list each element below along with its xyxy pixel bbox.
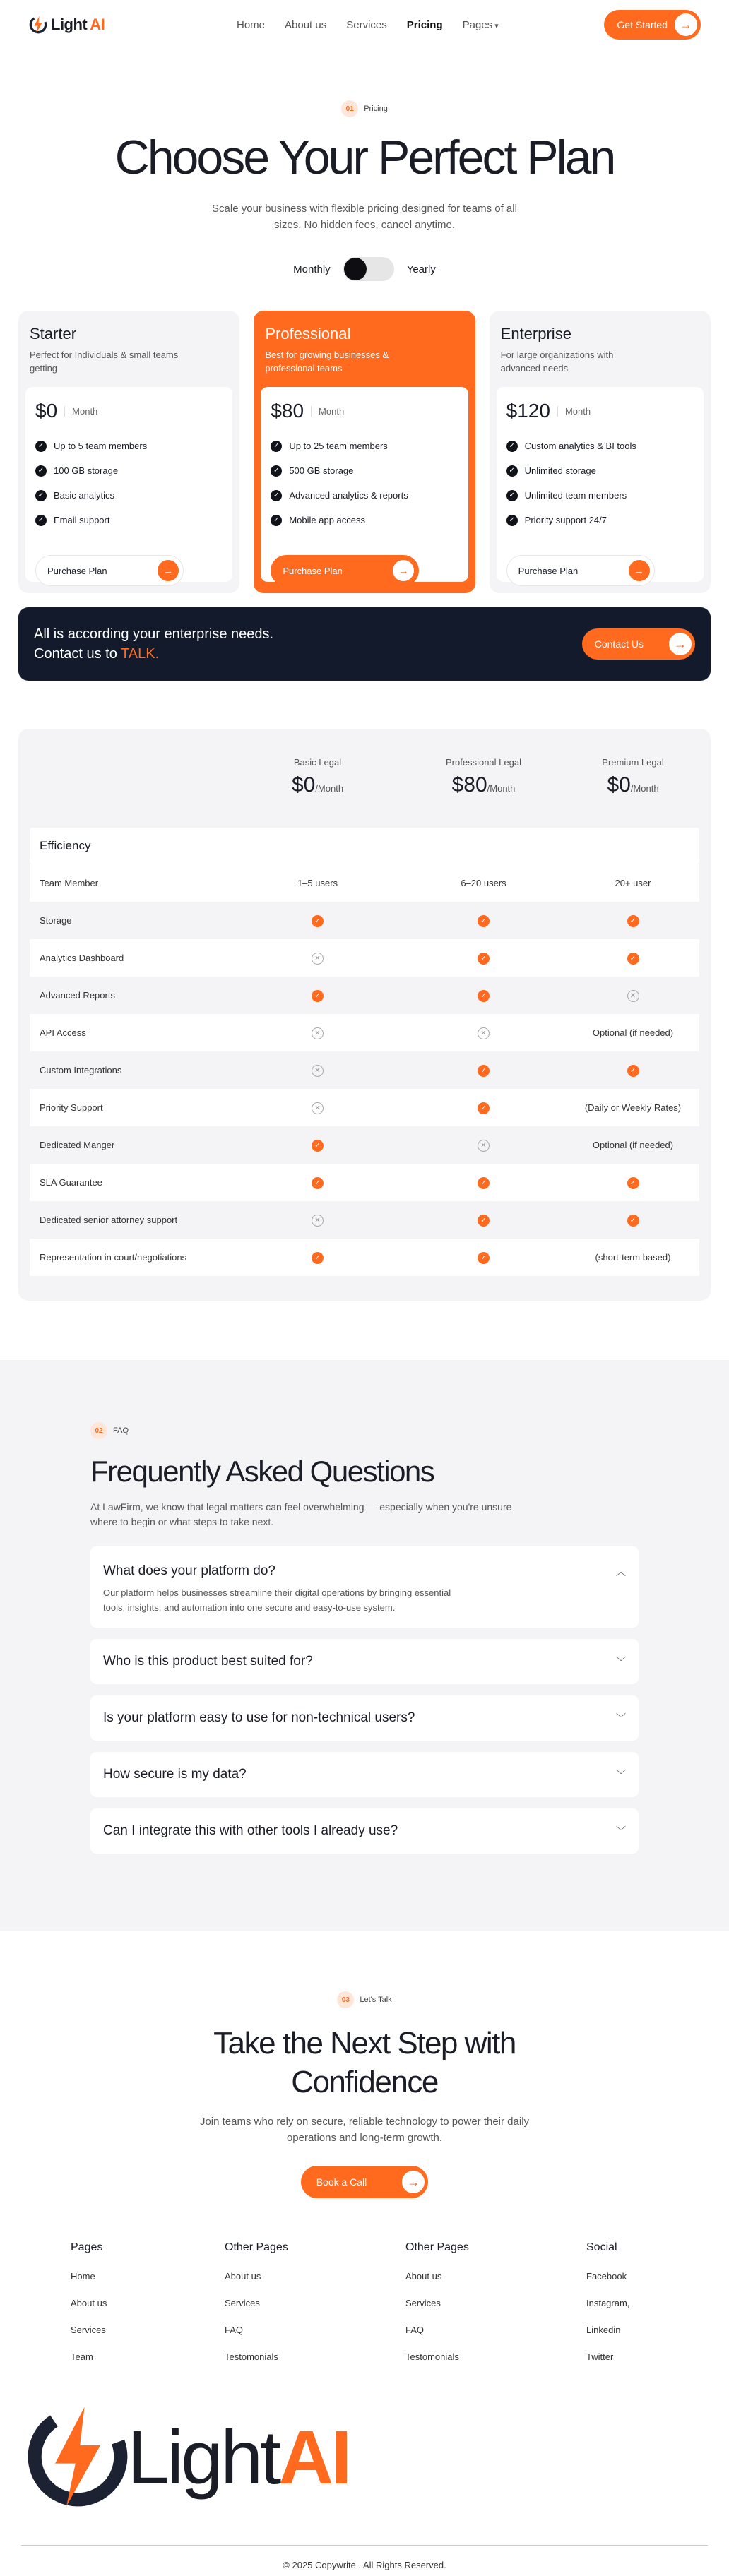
toggle-knob [344, 258, 367, 280]
faq-question[interactable] [103, 1546, 626, 1586]
check-icon: ✓ [506, 465, 518, 477]
plan-name: Enterprise [500, 325, 571, 343]
cell-included [567, 952, 699, 965]
cell-excluded [235, 952, 401, 965]
plan-desc: For large organizations with advanced needs [500, 350, 614, 374]
check-circle-icon: ✓ [312, 915, 324, 927]
footer-column-title: Social [586, 2241, 617, 2254]
banner-highlight: TALK. [121, 646, 160, 662]
page-title: Choose Your Perfect Plan [114, 131, 615, 184]
feature-list [506, 434, 694, 532]
footer-link[interactable]: Instagram, [586, 2298, 630, 2309]
feature-item [271, 508, 458, 532]
footer-link[interactable]: Services [225, 2298, 260, 2309]
purchase-label: Purchase Plan [47, 565, 107, 576]
comparison-row [30, 1089, 699, 1126]
comparison-rows [30, 864, 699, 1276]
x-circle-icon: ✕ [312, 1027, 324, 1039]
footer-column [586, 2241, 629, 2390]
billing-toggle[interactable] [343, 257, 394, 281]
tag-label: Pricing [364, 105, 388, 113]
feature-list [35, 434, 223, 532]
check-circle-icon: ✓ [627, 1065, 639, 1077]
tag-label: Let's Talk [360, 1996, 392, 2005]
check-circle-icon: ✓ [627, 1177, 639, 1189]
footer-link[interactable]: Testomonials [405, 2351, 459, 2363]
cell-included [401, 952, 567, 965]
cell-excluded [235, 1214, 401, 1227]
check-circle-icon: ✓ [627, 1215, 639, 1227]
cta-section [0, 1931, 729, 2241]
check-icon: ✓ [35, 441, 47, 452]
plan-name: Starter [30, 325, 77, 343]
compare-plan-name: Premium Legal [602, 757, 664, 768]
faq-item[interactable] [90, 1639, 639, 1684]
cell-excluded [401, 1027, 567, 1039]
feature-text: Up to 25 team members [289, 441, 388, 452]
nav-links [237, 19, 499, 31]
feature-item [271, 483, 458, 508]
get-started-button[interactable] [604, 10, 701, 40]
compare-plan-professional [401, 750, 567, 828]
purchase-label: Purchase Plan [518, 565, 579, 576]
feature-label: Dedicated Manger [40, 1140, 115, 1151]
book-a-call-label: Book a Call [316, 2176, 367, 2188]
plan-details [497, 387, 704, 582]
feature-text: Advanced analytics & reports [289, 490, 408, 501]
check-circle-icon: ✓ [312, 1177, 324, 1189]
faq-answer: Our platform helps businesses streamline their digital operations by bringing essential tools, insights, and automation into one secure and easy-to-use system. [103, 1587, 451, 1613]
feature-item [506, 458, 694, 483]
compare-plan-premium [567, 750, 699, 828]
cell-excluded [235, 1064, 401, 1077]
section-tag [337, 1991, 391, 2008]
plan-period: Month [557, 406, 591, 417]
footer-link[interactable]: Linkedin [586, 2325, 621, 2336]
footer-link[interactable]: FAQ [225, 2325, 244, 2336]
feature-text: Unlimited team members [524, 490, 627, 501]
faq-question-text: What does your platform do? [103, 1563, 275, 1579]
top-nav [0, 0, 729, 49]
check-icon: ✓ [35, 515, 47, 526]
price-row [506, 400, 694, 422]
check-icon: ✓ [271, 465, 282, 477]
get-started-label: Get Started [617, 19, 668, 30]
feature-text: 100 GB storage [54, 465, 119, 477]
feature-text: Email support [54, 515, 110, 526]
check-icon: ✓ [271, 490, 282, 501]
x-circle-icon: ✕ [478, 1140, 490, 1152]
footer-link[interactable]: About us [405, 2271, 442, 2282]
feature-text: Priority support 24/7 [524, 515, 607, 526]
contact-us-button[interactable] [582, 628, 695, 660]
brand-logo[interactable] [28, 15, 105, 35]
feature-text: Custom analytics & BI tools [524, 441, 636, 452]
price-row [271, 400, 458, 422]
check-circle-icon: ✓ [478, 990, 490, 1002]
x-circle-icon: ✕ [312, 1065, 324, 1077]
nav-link-home[interactable]: Home [237, 18, 266, 31]
arrow-right-icon: → [669, 633, 692, 655]
nav-link-about[interactable]: About us [285, 18, 327, 31]
hero-subtitle: Scale your business with flexible pricing designed for teams of all sizes. No hidden fees, cancel anytime. [212, 203, 517, 231]
arrow-right-icon: → [393, 560, 414, 581]
cta-title-line-2: Confidence [291, 2065, 438, 2100]
cell-text: Optional (if needed) [592, 1027, 674, 1039]
plan-period: Month [64, 406, 97, 417]
contact-us-label: Contact Us [594, 638, 644, 650]
check-circle-icon: ✓ [627, 915, 639, 927]
comparison-row [30, 1201, 699, 1239]
feature-label: Advanced Reports [40, 990, 115, 1001]
x-circle-icon: ✕ [312, 1102, 324, 1114]
chevron-down-icon: ﹀ [616, 1712, 626, 1724]
footer-link[interactable]: Testomonials [225, 2351, 278, 2363]
footer-columns [0, 2241, 729, 2390]
comparison-section-title: Efficiency [30, 828, 699, 864]
faq-intro: At LawFirm, we know that legal matters can feel overwhelming — especially when you're unsure where to begin or what steps to take next. [90, 1501, 512, 1528]
banner-line-2: Contact us to [34, 646, 122, 662]
cell-included [401, 1251, 567, 1264]
pricing-hero [0, 49, 729, 281]
compare-plan-price [567, 773, 699, 797]
faq-question[interactable] [103, 1695, 626, 1741]
feature-text: Unlimited storage [524, 465, 596, 477]
feature-item [271, 434, 458, 458]
cell-included [235, 1251, 401, 1264]
feature-label: Dedicated senior attorney support [40, 1215, 178, 1226]
faq-title: Frequently Asked Questions [90, 1455, 434, 1489]
comparison-row [30, 1051, 699, 1089]
plan-card-enterprise [490, 311, 711, 593]
price-row [35, 400, 223, 422]
purchase-plan-button-starter[interactable] [35, 555, 184, 586]
nav-link-pricing[interactable]: Pricing [406, 18, 443, 31]
footer-link[interactable]: About us [71, 2298, 107, 2309]
faq-item[interactable] [90, 1695, 639, 1741]
footer-link[interactable]: About us [225, 2271, 261, 2282]
tag-number: 03 [337, 1991, 354, 2008]
check-circle-icon: ✓ [478, 1102, 490, 1114]
feature-label: Storage [40, 915, 72, 926]
cell-included [567, 1064, 699, 1077]
brand-name-ai: AI [90, 16, 105, 33]
price-value: $0 [607, 773, 631, 797]
chevron-down-icon: ﹀ [616, 1768, 626, 1780]
cta-title-line-1: Take the Next Step with [213, 2026, 516, 2061]
section-tag [341, 100, 388, 117]
pricing-cards [0, 311, 729, 593]
check-circle-icon: ✓ [478, 953, 490, 965]
cell-text: (short-term based) [595, 1252, 671, 1263]
faq-question-text: Is your platform easy to use for non-technical users? [103, 1710, 415, 1725]
check-circle-icon: ✓ [478, 1215, 490, 1227]
faq-item-open[interactable] [90, 1546, 639, 1627]
footer-link[interactable]: Services [405, 2298, 441, 2309]
footer-link[interactable]: Home [71, 2271, 95, 2282]
footer-column [71, 2241, 225, 2390]
billing-toggle-row [0, 257, 729, 281]
purchase-plan-button-enterprise[interactable] [506, 555, 655, 586]
banner-line-1: All is according your enterprise needs. [34, 626, 274, 643]
price-period: /Month [315, 783, 344, 794]
price-value: $80 [451, 773, 487, 797]
plan-period: Month [311, 406, 344, 417]
compare-plan-price [401, 773, 567, 797]
check-circle-icon: ✓ [478, 1177, 490, 1189]
feature-label: Custom Integrations [40, 1065, 122, 1076]
enterprise-banner [18, 607, 711, 681]
x-circle-icon: ✕ [478, 1027, 490, 1039]
cell-excluded [401, 1139, 567, 1152]
plan-details [261, 387, 468, 582]
brand-name-ai: AI [278, 2414, 350, 2500]
section-tag [90, 1422, 129, 1439]
footer-link[interactable]: Facebook [586, 2271, 627, 2282]
faq-list [90, 1546, 639, 1853]
footer [0, 2241, 729, 2570]
check-circle-icon: ✓ [627, 953, 639, 965]
feature-text: 500 GB storage [289, 465, 354, 477]
faq-item[interactable] [90, 1808, 639, 1854]
copyright: © 2025 Copywrite . All Rights Reserved. [21, 2545, 708, 2570]
plan-price: $0 [35, 400, 58, 422]
compare-plan-price [235, 773, 401, 797]
feature-text: Basic analytics [54, 490, 114, 501]
cell-included [401, 1214, 567, 1227]
x-circle-icon: ✕ [312, 953, 324, 965]
purchase-plan-button-professional[interactable] [271, 555, 419, 586]
check-icon: ✓ [35, 490, 47, 501]
faq-item[interactable] [90, 1752, 639, 1797]
feature-label: Analytics Dashboard [40, 953, 124, 964]
feature-list [271, 434, 458, 532]
book-a-call-button[interactable] [301, 2166, 429, 2198]
arrow-right-icon: → [158, 560, 179, 581]
plan-card-starter [18, 311, 239, 593]
cta-subtitle: Join teams who rely on secure, reliable technology to power their daily operations and long-term growth. [199, 2116, 530, 2144]
cell-excluded [235, 1102, 401, 1114]
footer-column-title: Pages [71, 2241, 103, 2254]
check-circle-icon: ✓ [478, 915, 490, 927]
feature-item [506, 508, 694, 532]
cell-text: Optional (if needed) [592, 1140, 674, 1151]
feature-item [35, 458, 223, 483]
cell-included [401, 1102, 567, 1114]
cell-excluded [567, 989, 699, 1002]
tag-number: 01 [341, 100, 358, 117]
cell-included [235, 1176, 401, 1189]
cell-text: (Daily or Weekly Rates) [584, 1102, 682, 1114]
comparison-row [30, 1014, 699, 1051]
lightning-logo-icon [21, 2400, 134, 2513]
plan-price: $80 [271, 400, 304, 422]
faq-question[interactable] [103, 1639, 626, 1684]
footer-column-title: Other Pages [225, 2241, 288, 2254]
faq-question-text: Who is this product best suited for? [103, 1653, 313, 1669]
faq-question-text: How secure is my data? [103, 1766, 247, 1782]
lightning-logo-icon [28, 15, 48, 35]
feature-label: Team Member [40, 878, 99, 889]
feature-label: SLA Guarantee [40, 1177, 102, 1188]
purchase-label: Purchase Plan [283, 565, 343, 576]
cell-text: 1–5 users [297, 878, 338, 889]
chevron-up-icon: ︿ [616, 1566, 626, 1578]
brand-name-light: Light [127, 2414, 279, 2500]
comparison-row [30, 1164, 699, 1201]
plan-card-professional [254, 311, 475, 593]
check-circle-icon: ✓ [312, 1140, 324, 1152]
toggle-label-yearly: Yearly [406, 263, 436, 275]
check-circle-icon: ✓ [478, 1065, 490, 1077]
nav-link-pages-dropdown[interactable]: Pages ▾ [463, 19, 499, 31]
comparison-row [30, 1239, 699, 1276]
faq-question-text: Can I integrate this with other tools I already use? [103, 1823, 398, 1838]
arrow-right-icon: → [402, 2171, 425, 2193]
tag-label: FAQ [113, 1426, 129, 1436]
plan-name: Professional [265, 325, 351, 343]
plan-desc: Best for growing businesses & professional teams [265, 350, 389, 374]
footer-link[interactable]: FAQ [405, 2325, 425, 2336]
cell-included [567, 1176, 699, 1189]
footer-column-title: Other Pages [405, 2241, 469, 2254]
comparison-row [30, 939, 699, 977]
compare-plan-name: Basic Legal [293, 757, 342, 768]
feature-label: Priority Support [40, 1102, 103, 1114]
cell-included [401, 1176, 567, 1189]
x-circle-icon: ✕ [312, 1215, 324, 1227]
footer-big-logo [0, 2390, 729, 2524]
banner-text [34, 624, 273, 664]
check-icon: ✓ [506, 490, 518, 501]
x-circle-icon: ✕ [627, 990, 639, 1002]
brand-name-light: Light [51, 16, 88, 33]
feature-item [271, 458, 458, 483]
cell-included [401, 989, 567, 1002]
check-circle-icon: ✓ [478, 1252, 490, 1264]
check-circle-icon: ✓ [312, 1252, 324, 1264]
cta-title [0, 2024, 729, 2101]
nav-link-services[interactable]: Services [346, 18, 387, 31]
toggle-label-monthly: Monthly [293, 263, 331, 275]
chevron-down-icon: ﹀ [616, 1825, 626, 1837]
cell-text: 6–20 users [461, 878, 506, 889]
cell-included [567, 914, 699, 927]
feature-item [506, 483, 694, 508]
footer-column [405, 2241, 586, 2390]
plan-price: $120 [506, 400, 550, 422]
footer-link[interactable]: Twitter [586, 2351, 614, 2363]
comparison-row [30, 864, 699, 902]
faq-section [0, 1360, 729, 1931]
cell-included [401, 1064, 567, 1077]
price-period: /Month [487, 783, 516, 794]
feature-text: Up to 5 team members [54, 441, 148, 452]
faq-question[interactable] [103, 1808, 626, 1854]
footer-link[interactable]: Services [71, 2325, 106, 2336]
footer-link[interactable]: Team [71, 2351, 93, 2363]
feature-text: Mobile app access [289, 515, 365, 526]
plan-comparison [18, 729, 711, 1301]
feature-item [35, 508, 223, 532]
check-icon: ✓ [506, 441, 518, 452]
check-icon: ✓ [271, 515, 282, 526]
comparison-row [30, 1126, 699, 1164]
arrow-right-icon: → [629, 560, 650, 581]
feature-item [506, 434, 694, 458]
compare-plan-name: Professional Legal [446, 757, 521, 768]
check-icon: ✓ [35, 465, 47, 477]
comparison-row [30, 977, 699, 1014]
chevron-down-icon: ﹀ [616, 1655, 626, 1667]
cell-included [401, 914, 567, 927]
plan-desc: Perfect for Individuals & small teams getting [30, 350, 179, 374]
header-spacer [30, 750, 235, 828]
price-value: $0 [291, 773, 316, 797]
check-icon: ✓ [271, 441, 282, 452]
cell-included [235, 1139, 401, 1152]
feature-item [35, 483, 223, 508]
footer-column [225, 2241, 405, 2390]
tag-number: 02 [90, 1422, 107, 1439]
feature-label: Representation in court/negotiations [40, 1252, 187, 1263]
cell-included [235, 989, 401, 1002]
compare-plan-basic [235, 750, 401, 828]
check-circle-icon: ✓ [312, 990, 324, 1002]
check-icon: ✓ [506, 515, 518, 526]
faq-question[interactable] [103, 1752, 626, 1797]
price-period: /Month [630, 783, 659, 794]
plan-details [25, 387, 232, 582]
cell-text: 20+ user [615, 878, 651, 889]
feature-item [35, 434, 223, 458]
cell-included [235, 914, 401, 927]
arrow-right-icon: → [675, 13, 697, 36]
comparison-row [30, 902, 699, 939]
cell-included [567, 1214, 699, 1227]
comparison-header [30, 750, 699, 828]
cell-excluded [235, 1027, 401, 1039]
feature-label: API Access [40, 1027, 86, 1039]
